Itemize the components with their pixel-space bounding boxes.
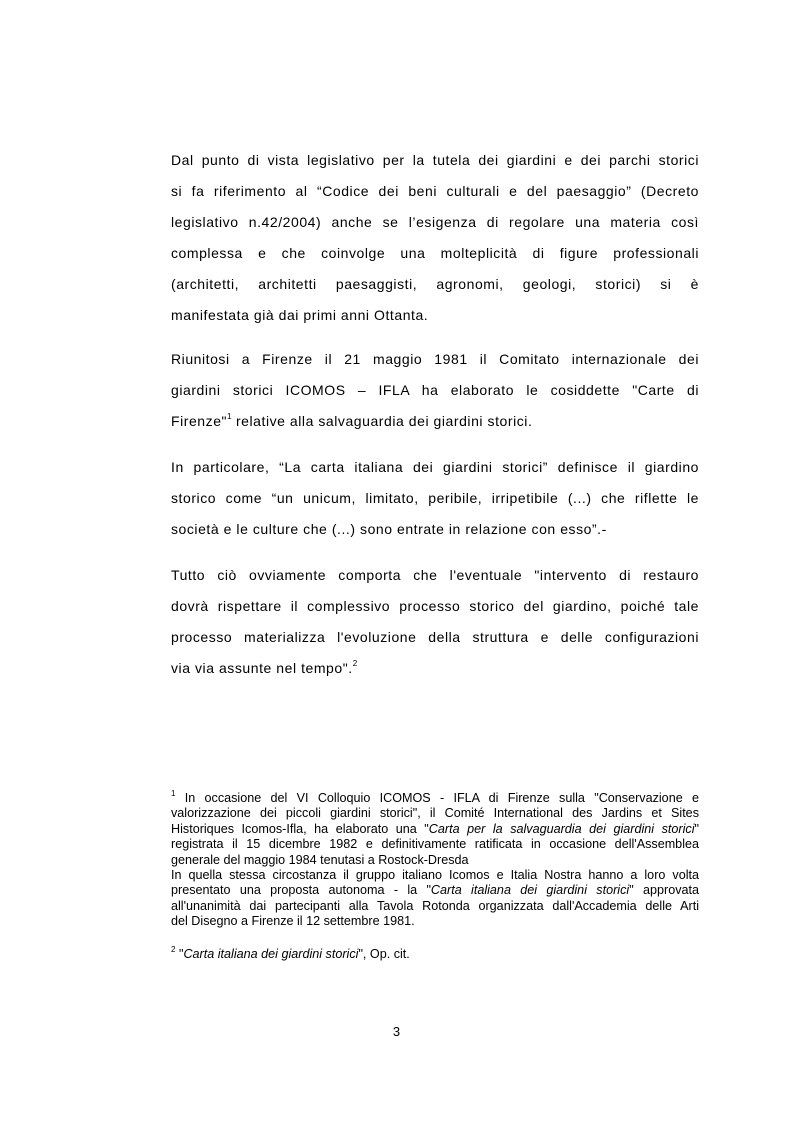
text-line: Dal punto di vista legislativo per la tutela dei giardini e dei parchi storici — [171, 152, 699, 168]
text-line: società e le culture che (...) sono entrate in relazione con esso”.- — [171, 521, 607, 537]
text-line: complessa e che coinvolge una molteplicità di figure professionali — [171, 245, 699, 261]
text-fragment: via via assunte nel tempo". — [171, 660, 353, 676]
footnote-number: 2 — [171, 945, 176, 954]
text-line: Tutto ciò ovviamente comporta che l'eventuale "intervento di restauro — [171, 567, 699, 583]
footnote-line: In quella stessa circostanza il gruppo italiano Icomos e Italia Nostra hanno a loro volta — [171, 867, 699, 882]
footnote-line — [171, 791, 699, 806]
text-line: giardini storici ICOMOS – IFLA ha elaborato le cosiddette "Carte di — [171, 382, 699, 398]
footnote-text: " approvata — [629, 883, 700, 898]
footnote-line: valorizzazione dei piccoli giardini storici", il Comité International des Jardins et Sites — [171, 806, 699, 821]
text-line: processo materializza l'evoluzione della struttura e delle configurazioni — [171, 629, 699, 645]
footnote-text: presentato una proposta autonoma - la " — [171, 883, 431, 898]
footnote-line: registrata il 15 dicembre 1982 e definitivamente ratificata in occasione dell'Assemblea — [171, 837, 699, 852]
text-line: manifestata già dai primi anni Ottanta. — [171, 307, 429, 323]
footnote-2 — [171, 947, 699, 962]
footnote-1 — [171, 791, 699, 930]
footnote-line: all'unanimità dai partecipanti alla Tavola Rotonda organizzata dall'Accademia delle Arti — [171, 898, 699, 913]
footnote-line — [171, 822, 699, 837]
footnote-ref-1[interactable]: 1 — [227, 412, 232, 421]
text-line: si fa riferimento al “Codice dei beni culturali e del paesaggio” (Decreto — [171, 183, 699, 199]
page-number: 3 — [392, 1024, 401, 1039]
text-line: legislativo n.42/2004) anche se l’esigenza di regolare una materia così — [171, 214, 699, 230]
text-line: Riunitosi a Firenze il 21 maggio 1981 il Comitato internazionale dei — [171, 351, 699, 367]
text-line: (architetti, architetti paesaggisti, agronomi, geologi, storici) si è — [171, 276, 699, 292]
footnote-title-italic: Carta italiana dei giardini storici — [183, 947, 359, 961]
footnote-line — [171, 947, 699, 962]
text-line — [171, 411, 699, 431]
footnote-line — [171, 883, 699, 898]
footnote-text: In occasione del VI Colloquio ICOMOS - IFLA di Firenze sulla "Conservazione e — [175, 791, 699, 805]
text-fragment: Firenze" — [171, 413, 228, 429]
text-line — [171, 658, 699, 678]
footnote-number: 1 — [171, 789, 176, 798]
text-line: storico come “un unicum, limitato, peribile, irripetibile (...) che riflette le — [171, 490, 699, 506]
footnote-line: generale del maggio 1984 tenutasi a Rostock-Dresda — [171, 852, 469, 867]
footnote-title-italic: Carta italiana dei giardini storici — [430, 883, 630, 898]
footnote-text: " — [175, 947, 184, 961]
text-fragment: relative alla salvaguardia dei giardini storici. — [231, 413, 533, 429]
text-line: dovrà rispettare il complessivo processo storico del giardino, poiché tale — [171, 598, 699, 614]
footnote-text: Historiques Icomos-Ifla, ha elaborato una " — [171, 821, 429, 836]
footnote-title-italic: Carta per la salvaguardia dei giardini storici — [428, 821, 695, 836]
footnote-ref-2[interactable]: 2 — [352, 659, 358, 668]
footnote-text: ", Op. cit. — [358, 947, 410, 961]
text-line: In particolare, “La carta italiana dei giardini storici” definisce il giardino — [171, 459, 699, 475]
footnote-text: " — [694, 821, 699, 836]
footnote-line: del Disegno a Firenze il 12 settembre 1981. — [171, 914, 415, 929]
